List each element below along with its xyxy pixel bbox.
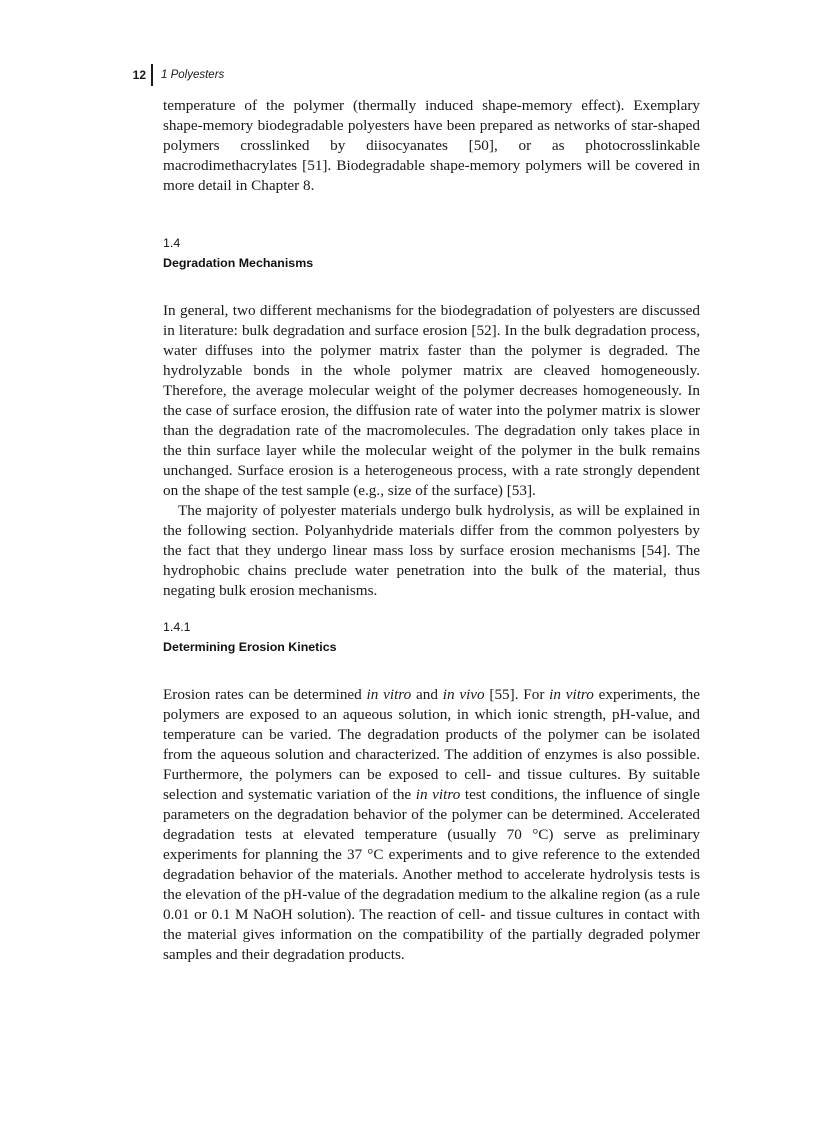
text-run: and xyxy=(411,686,443,703)
subsection-number: 1.4.1 xyxy=(163,620,191,634)
italic-term: in vitro xyxy=(415,786,461,803)
section-heading-1-4-1 xyxy=(163,617,700,657)
section-heading-1-4 xyxy=(163,233,700,273)
italic-term: in vitro xyxy=(549,686,594,703)
text-run: test conditions, the influence of single parameters on the degradation behavior of the polymer can be determined. Accelerated degradation tests at elevated temperature (usually 70 °C) serve as preliminary experiments for planning the 37 °C experiments and to give reference to the extended degradation behavior of the materials. Another method to accelerate hydrolysis tests is the elevation of the pH-value of the degradation medium to the alkaline region (as a rule 0.01 or 0.1 M NaOH solution). The reaction of cell- and tissue cultures in contact with the material gives information on the compatibility of the partially degraded polymer samples and their degradation products. xyxy=(163,786,701,963)
running-header xyxy=(118,64,224,86)
italic-term: in vitro xyxy=(366,686,412,703)
degradation-paragraph-1: In general, two different mechanisms for the biodegradation of polyesters are discussed in literature: bulk degradation and surface erosion [52]. In the bulk degradation process, water diffuses into the polymer matrix faster than the polymer is degraded. The hydrolyzable bonds in the whole polymer matrix are cleaved homogeneously. Therefore, the average molecular weight of the polymer decreases homogeneously. In the case of surface erosion, the diffusion rate of water into the polymer matrix is slower than the degradation rate of the macromolecules. The degradation only takes place in the thin surface layer while the molecular weight of the polymer in the bulk remains unchanged. Surface erosion is a heterogeneous process, with a rate strongly dependent on the shape of the test sample (e.g., size of the surface) [53]. xyxy=(163,302,700,499)
running-title: 1 Polyesters xyxy=(161,69,225,81)
italic-term: in vivo xyxy=(442,686,485,703)
text-run: experiments, the polymers are exposed to an aqueous solution, in which ionic strength, pH-value, and temperature can be varied. The degradation products of the polymer can be isolated from the aqueous solution and characterized. The addition of enzymes is also possible. Furthermore, the polymers can be exposed to cell- and tissue cultures. By suitable selection and systematic variation of the xyxy=(163,686,701,803)
header-rule xyxy=(151,64,153,86)
erosion-kinetics-paragraph xyxy=(163,685,700,965)
section-number: 1.4 xyxy=(163,236,181,250)
body-text xyxy=(163,96,700,965)
text-run: [55]. For xyxy=(484,686,550,703)
page-number: 12 xyxy=(132,68,146,82)
section-title: Degradation Mechanisms xyxy=(163,256,314,270)
degradation-paragraph-2: The majority of polyester materials undergo bulk hydrolysis, as will be explained in the following section. Polyanhydride materials differ from the common polyesters by the fact that they undergo linear mass loss by surface erosion mechanisms [54]. The hydrophobic chains preclude water penetration into the bulk of the material, thus negating bulk erosion mechanisms. xyxy=(163,502,700,599)
subsection-title: Determining Erosion Kinetics xyxy=(163,640,337,654)
intro-paragraph: temperature of the polymer (thermally induced shape-memory effect). Exemplary shape-memory biodegradable polyesters have been prepared as networks of star-shaped polymers crosslinked by diisocyanates [50], or as photocrosslinkable macrodimethacrylates [51]. Biodegradable shape-memory polymers will be covered in more detail in Chapter 8. xyxy=(163,97,700,194)
text-run: Erosion rates can be determined xyxy=(163,686,367,703)
